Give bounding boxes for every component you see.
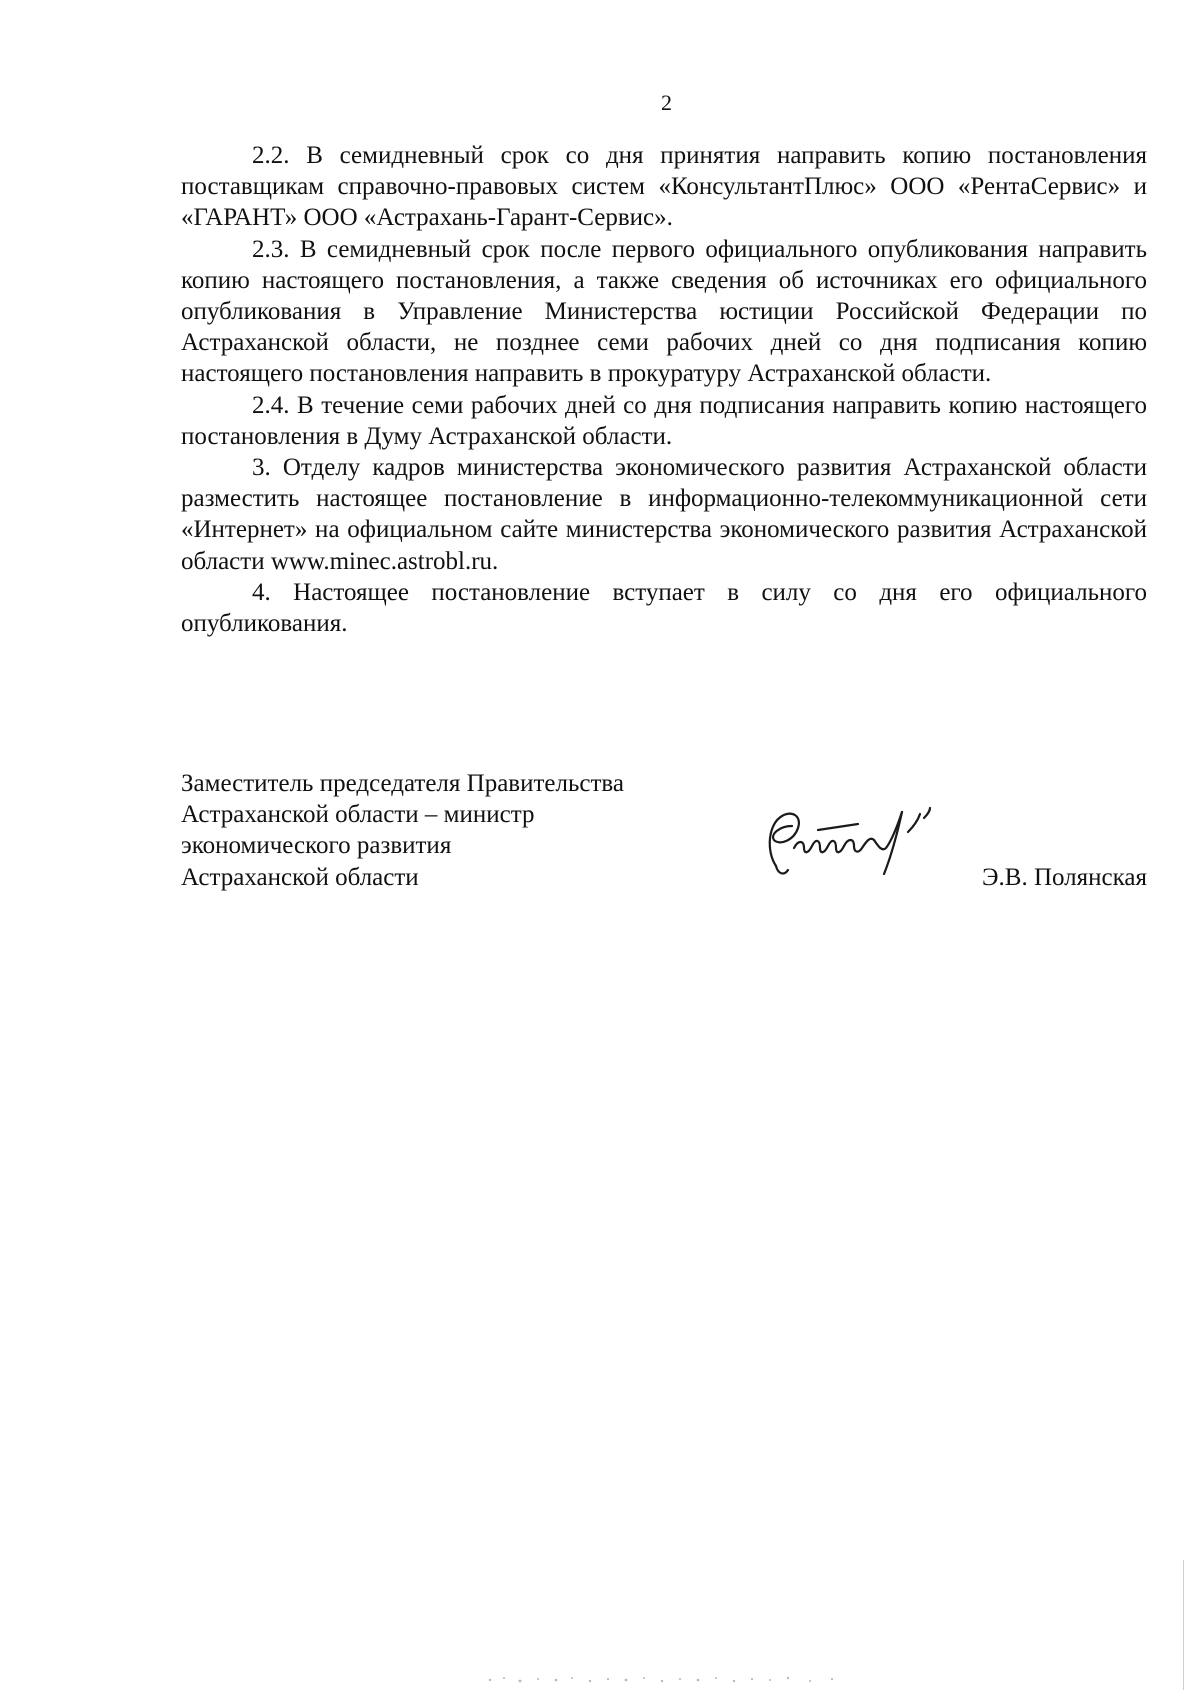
position-line: Астраханской области – министр xyxy=(181,801,535,829)
position-line: Астраханской области xyxy=(181,863,419,891)
signer-name: Э.В. Полянская xyxy=(982,863,1147,891)
handwritten-signature-icon xyxy=(758,796,948,886)
paragraph-4: 4. Настоящее постановление вступает в силу со дня его официального опубликования. xyxy=(181,578,1147,638)
page-number: 2 xyxy=(661,90,672,115)
paragraph-2-4: 2.4. В течение семи рабочих дней со дня подписания направить копию настоящего постановления в Думу Астраханской области. xyxy=(181,391,1147,450)
scan-edge-line xyxy=(1183,1560,1184,1690)
position-line: экономического развития xyxy=(181,832,452,860)
document-body xyxy=(181,140,1147,639)
scan-noise xyxy=(480,1672,880,1686)
signer-position xyxy=(181,768,624,893)
paragraph-2-2: 2.2. В семидневный срок со дня принятия направить копию постановления поставщикам справочно-правовых систем «КонсультантПлюс» ООО «РентаСервис» и «ГАРАНТ» ООО «Астрахань-Гарант-Сервис». xyxy=(181,142,1147,232)
paragraph-2-3: 2.3. В семидневный срок после первого официального опубликования направить копию настоящего постановления, а также сведения об источниках его официального опубликования в Управление Министерства юстиции Российской Федерации по Астраханской области, не позднее семи рабочих дней со дня подписания копию настоящего постановления направить в прокуратуру Астраханской области. xyxy=(181,235,1147,388)
position-line: Заместитель председателя Правительства xyxy=(181,770,624,797)
paragraph-3: 3. Отделу кадров министерства экономического развития Астраханской области разместить настоящее постановление в информационно-телекоммуникационной сети «Интернет» на официальном сайте министерства экономического развития Астраханской области www.minec.astrobl.ru. xyxy=(181,454,1147,575)
signature-block xyxy=(181,768,1147,898)
